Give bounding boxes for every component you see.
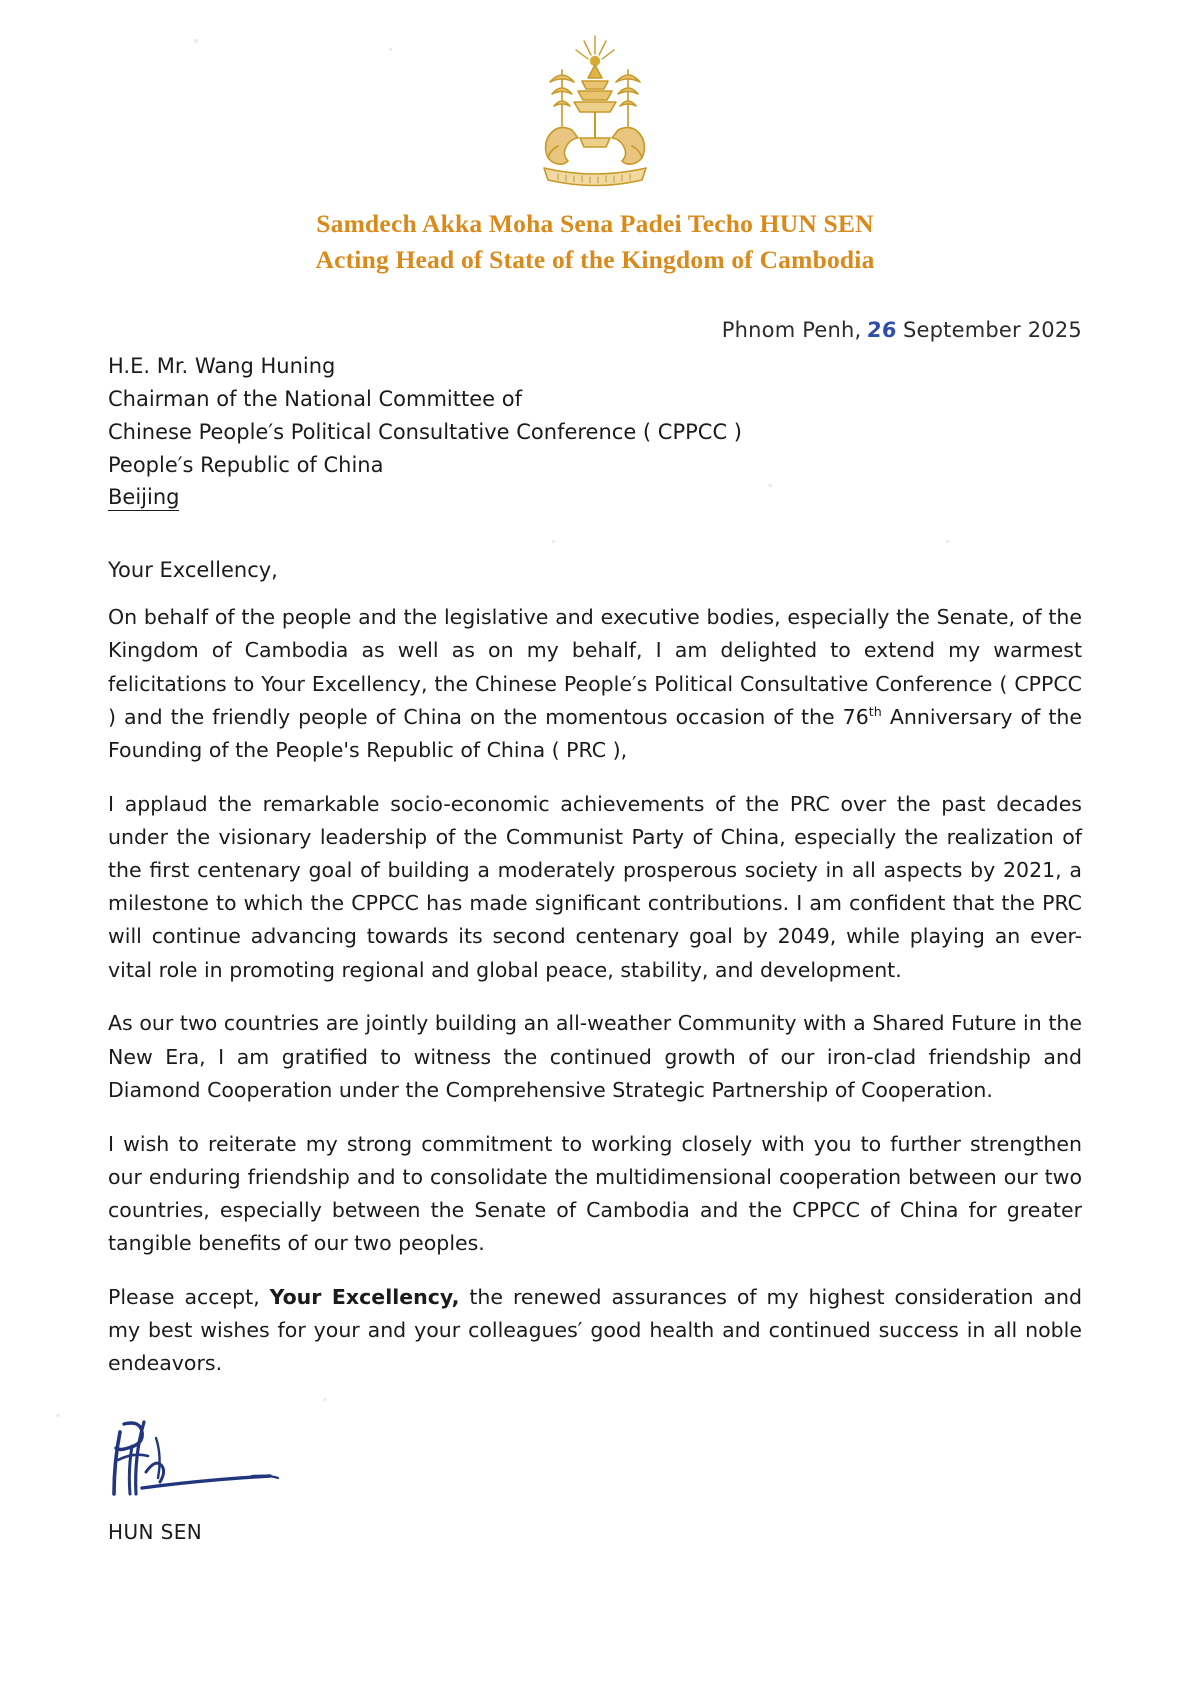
date-place: Phnom Penh, (721, 318, 862, 343)
date-month-year: September 2025 (903, 318, 1082, 343)
paragraph-3: As our two countries are jointly building an all-weather Community with a Shared Future in the New Era, I am gratified to witness the continued growth of our iron-clad friendship and Diamond Cooperation under the Comprehensive Strategic Partnership of Cooperation. (108, 1011, 1082, 1102)
scan-speck (552, 540, 555, 543)
paragraph-1 (108, 601, 1082, 767)
paragraph-1-part-b: Anniversary of the Founding of the People's Republic of China ( PRC ), (108, 704, 1082, 762)
letterhead-titles (108, 206, 1082, 278)
scan-speck (323, 1398, 327, 1401)
signature-block (108, 1416, 1082, 1548)
paragraph-5-emphasis: Your Excellency, (269, 1284, 460, 1309)
addressee-line-3: Chinese People′s Political Consultative Conference ( CPPCC ) (108, 419, 742, 444)
handwritten-signature-icon (102, 1416, 332, 1516)
addressee-city: Beijing (108, 485, 180, 510)
paragraph-2: I applaud the remarkable socio-economic achievements of the PRC over the past decades under the visionary leadership of the Communist Party of China, especially the realization of the first centenary goal of building a moderately prosperous society in all aspects by 2021, a milestone to which the CPPCC has made significant contributions. I am confident that the PRC will continue advancing towards its second centenary goal by 2049, while playing an ever-vital role in promoting regional and global peace, stability, and development. (108, 791, 1082, 982)
date-day-handwritten: 26 (866, 318, 898, 343)
scan-speck (768, 484, 773, 487)
scan-speck (56, 1414, 60, 1417)
signer-name: HUN SEN (108, 1520, 203, 1545)
paragraph-5 (108, 1281, 1082, 1381)
scan-speck (389, 48, 392, 51)
addressee-line-1: H.E. Mr. Wang Huning (108, 354, 336, 379)
royal-arms-of-cambodia-icon (510, 34, 680, 192)
letterhead-line-2: Acting Head of State of the Kingdom of Cambodia (315, 245, 875, 275)
paragraph-5-part-b: the renewed assurances of my highest consideration and my best wishes for your and your colleagues′ good health and continued success in all noble endeavors. (108, 1284, 1083, 1376)
addressee-block (108, 350, 1082, 514)
letterhead-line-1: Samdech Akka Moha Sena Padei Techo HUN SEN (316, 209, 874, 238)
paragraph-5-part-a: Please accept, (108, 1284, 270, 1309)
paragraph-1-part-a: On behalf of the people and the legislative and executive bodies, especially the Senate, of the Kingdom of Cambodia as well as on my behalf, I am delighted to extend my warmest felicitations to Your Excellency, the Chinese People′s Political Consultative Conference ( CPPCC ) and the friendly people of China on the momentous occasion of the 76 (108, 605, 1082, 729)
paragraph-4: I wish to reiterate my strong commitment to working closely with you to further strengthen our enduring friendship and to consolidate the multidimensional cooperation between our two countries, especially between the Senate of Cambodia and the CPPCC of China for greater tangible benefits of our two peoples. (108, 1131, 1082, 1256)
addressee-line-2: Chairman of the National Committee of (108, 387, 522, 412)
scan-speck (946, 540, 949, 543)
ordinal-suffix: th (868, 703, 882, 719)
date-line (108, 318, 1082, 342)
addressee-line-4: People′s Republic of China (108, 452, 384, 477)
salutation: Your Excellency, (108, 558, 278, 583)
emblem-container (108, 0, 1082, 192)
scan-speck (194, 39, 198, 43)
